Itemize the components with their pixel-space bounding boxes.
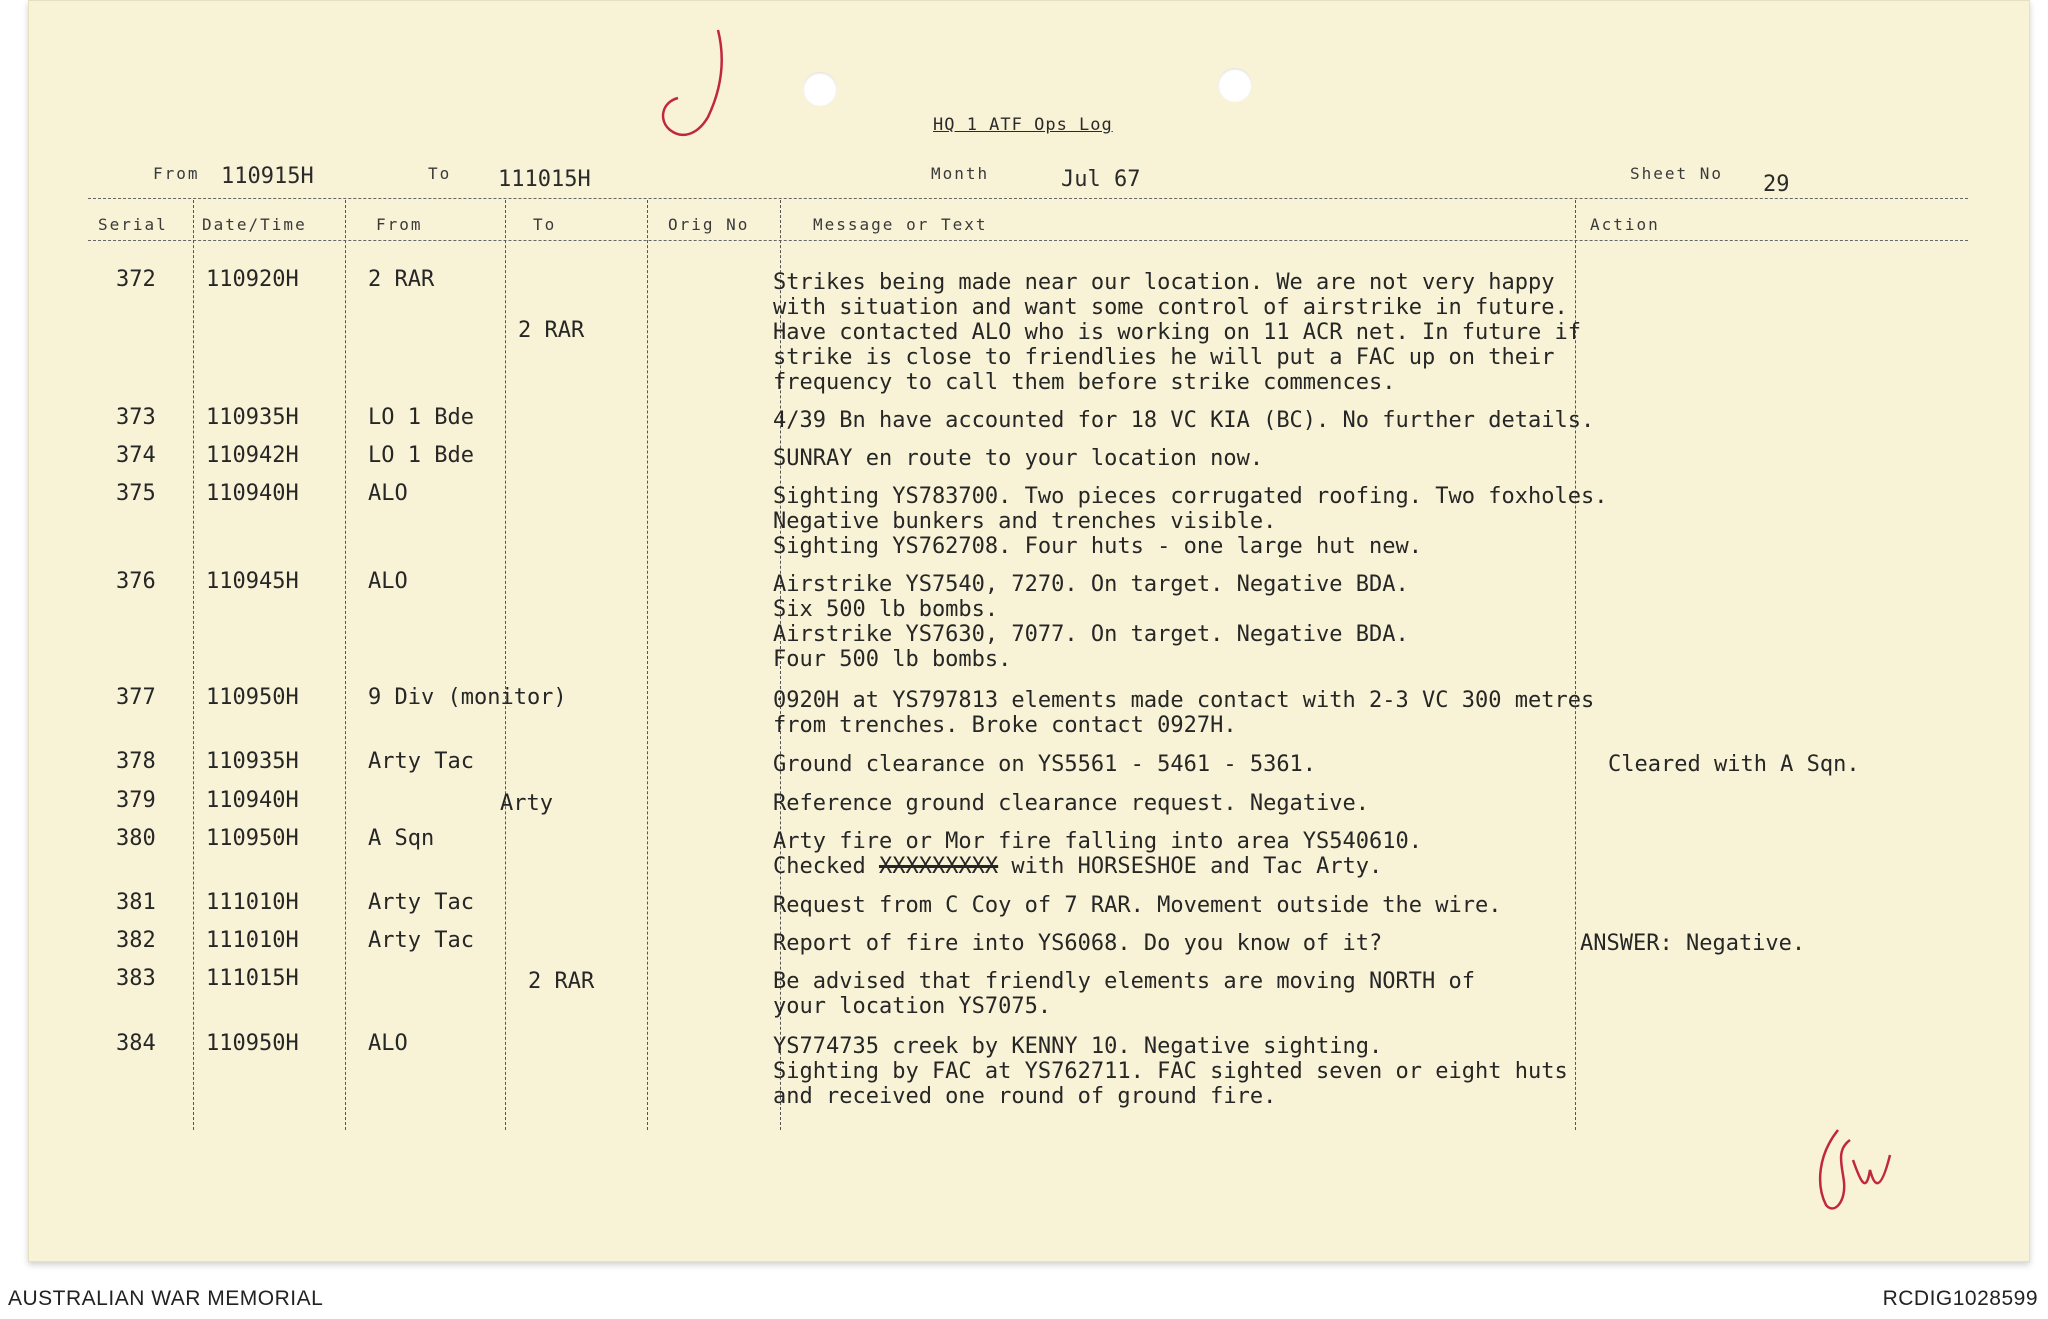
row-382-action: ANSWER: Negative. bbox=[1580, 931, 1806, 956]
row-374-datetime: 110942H bbox=[206, 443, 299, 468]
row-380-msg-1: Arty fire or Mor fire falling into area YS540610. bbox=[773, 829, 1423, 854]
row-381-msg-1: Request from C Coy of 7 RAR. Movement outside the wire. bbox=[773, 893, 1502, 918]
row-378-msg-1: Ground clearance on YS5561 - 5461 - 5361. bbox=[773, 752, 1317, 777]
log-sheet bbox=[28, 0, 2030, 1262]
col-header-orig-no: Orig No bbox=[668, 215, 750, 234]
row-372-serial: 372 bbox=[116, 267, 156, 292]
row-376-datetime: 110945H bbox=[206, 569, 299, 594]
handwritten-initials bbox=[1798, 1110, 1908, 1220]
row-383-datetime: 111015H bbox=[206, 966, 299, 991]
row-382-msg-1: Report of fire into YS6068. Do you know of it? bbox=[773, 931, 1383, 956]
row-376-serial: 376 bbox=[116, 569, 156, 594]
row-377-from: 9 Div (monitor) bbox=[368, 685, 567, 710]
row-374-msg-1: SUNRAY en route to your location now. bbox=[773, 446, 1264, 471]
row-378-datetime: 110935H bbox=[206, 749, 299, 774]
row-375-from: ALO bbox=[368, 481, 408, 506]
col-divider-1 bbox=[193, 200, 194, 1130]
row-383-to: 2 RAR bbox=[528, 969, 595, 994]
row-384-msg-3: and received one round of ground fire. bbox=[773, 1084, 1277, 1109]
row-374-from: LO 1 Bde bbox=[368, 443, 474, 468]
row-382-from: Arty Tac bbox=[368, 928, 474, 953]
row-372-msg-3: Have contacted ALO who is working on 11 ACR net. In future if bbox=[773, 320, 1581, 345]
row-379-datetime: 110940H bbox=[206, 788, 299, 813]
row-373-msg-1: 4/39 Bn have accounted for 18 VC KIA (BC). No further details. bbox=[773, 408, 1595, 433]
col-divider-4 bbox=[647, 200, 648, 1130]
row-380-struck-text: XXXXXXXXX bbox=[878, 854, 999, 879]
col-header-datetime: Date/Time bbox=[202, 215, 307, 234]
row-384-from: ALO bbox=[368, 1031, 408, 1056]
col-header-action: Action bbox=[1590, 215, 1660, 234]
col-header-message: Message or Text bbox=[813, 215, 988, 234]
row-378-serial: 378 bbox=[116, 749, 156, 774]
row-381-datetime: 111010H bbox=[206, 890, 299, 915]
row-373-datetime: 110935H bbox=[206, 405, 299, 430]
row-380-msg-2-suffix: with HORSESHOE and Tac Arty. bbox=[998, 854, 1383, 879]
row-379-to: Arty bbox=[500, 791, 553, 816]
row-372-from: 2 RAR bbox=[368, 267, 435, 292]
row-375-msg-2: Negative bunkers and trenches visible. bbox=[773, 509, 1277, 534]
row-380-msg-2 bbox=[773, 854, 1382, 879]
col-divider-3 bbox=[505, 200, 506, 1130]
row-372-msg-1: Strikes being made near our location. We are not very happy bbox=[773, 270, 1555, 295]
row-377-serial: 377 bbox=[116, 685, 156, 710]
col-header-serial: Serial bbox=[98, 215, 168, 234]
to-value: 111015H bbox=[498, 167, 591, 192]
row-384-msg-1: YS774735 creek by KENNY 10. Negative sighting. bbox=[773, 1034, 1383, 1059]
col-divider-2 bbox=[345, 200, 346, 1130]
row-376-msg-3: Airstrike YS7630, 7077. On target. Negative BDA. bbox=[773, 622, 1409, 647]
row-373-serial: 373 bbox=[116, 405, 156, 430]
row-379-msg-1: Reference ground clearance request. Negative. bbox=[773, 791, 1370, 816]
col-header-to: To bbox=[533, 215, 557, 234]
row-376-msg-2: Six 500 lb bombs. bbox=[773, 597, 999, 622]
punch-hole-left bbox=[803, 72, 837, 106]
row-372-datetime: 110920H bbox=[206, 267, 299, 292]
row-383-serial: 383 bbox=[116, 966, 156, 991]
header-bottom-rule bbox=[88, 240, 1968, 241]
row-376-msg-1: Airstrike YS7540, 7270. On target. Negative BDA. bbox=[773, 572, 1409, 597]
row-376-from: ALO bbox=[368, 569, 408, 594]
red-pen-mark bbox=[648, 22, 768, 152]
from-value: 110915H bbox=[221, 164, 314, 189]
row-384-datetime: 110950H bbox=[206, 1031, 299, 1056]
row-383-msg-1: Be advised that friendly elements are moving NORTH of bbox=[773, 969, 1475, 994]
row-375-datetime: 110940H bbox=[206, 481, 299, 506]
row-372-msg-2: with situation and want some control of airstrike in future. bbox=[773, 295, 1568, 320]
row-376-msg-4: Four 500 lb bombs. bbox=[773, 647, 1012, 672]
row-378-action: Cleared with A Sqn. bbox=[1608, 752, 1860, 777]
row-379-serial: 379 bbox=[116, 788, 156, 813]
sheet-label: Sheet No bbox=[1630, 164, 1724, 183]
footer-record-id: RCDIG1028599 bbox=[1882, 1287, 2038, 1310]
row-377-msg-2: from trenches. Broke contact 0927H. bbox=[773, 713, 1237, 738]
row-372-to: 2 RAR bbox=[518, 318, 585, 343]
row-377-msg-1: 0920H at YS797813 elements made contact with 2-3 VC 300 metres bbox=[773, 688, 1595, 713]
row-382-serial: 382 bbox=[116, 928, 156, 953]
row-375-msg-1: Sighting YS783700. Two pieces corrugated roofing. Two foxholes. bbox=[773, 484, 1608, 509]
row-380-serial: 380 bbox=[116, 826, 156, 851]
row-380-from: A Sqn bbox=[368, 826, 435, 851]
row-372-msg-4: strike is close to friendlies he will put a FAC up on their bbox=[773, 345, 1555, 370]
row-372-msg-5: frequency to call them before strike commences. bbox=[773, 370, 1396, 395]
to-label: To bbox=[428, 164, 452, 183]
row-375-serial: 375 bbox=[116, 481, 156, 506]
page-title: HQ 1 ATF Ops Log bbox=[933, 115, 1113, 135]
month-label: Month bbox=[931, 164, 990, 183]
row-384-serial: 384 bbox=[116, 1031, 156, 1056]
col-header-from: From bbox=[376, 215, 423, 234]
row-373-from: LO 1 Bde bbox=[368, 405, 474, 430]
row-382-datetime: 111010H bbox=[206, 928, 299, 953]
row-381-serial: 381 bbox=[116, 890, 156, 915]
row-383-msg-2: your location YS7075. bbox=[773, 994, 1052, 1019]
from-label: From bbox=[153, 164, 200, 183]
sheet-value: 29 bbox=[1763, 172, 1790, 197]
row-381-from: Arty Tac bbox=[368, 890, 474, 915]
row-377-datetime: 110950H bbox=[206, 685, 299, 710]
row-375-msg-3: Sighting YS762708. Four huts - one large hut new. bbox=[773, 534, 1423, 559]
footer-archive-name: AUSTRALIAN WAR MEMORIAL bbox=[8, 1287, 324, 1310]
row-378-from: Arty Tac bbox=[368, 749, 474, 774]
header-top-rule bbox=[88, 198, 1968, 199]
month-value: Jul 67 bbox=[1061, 167, 1141, 192]
row-374-serial: 374 bbox=[116, 443, 156, 468]
row-384-msg-2: Sighting by FAC at YS762711. FAC sighted seven or eight huts bbox=[773, 1059, 1568, 1084]
row-380-datetime: 110950H bbox=[206, 826, 299, 851]
row-380-msg-2-prefix: Checked bbox=[773, 854, 879, 879]
punch-hole-right bbox=[1218, 68, 1252, 102]
